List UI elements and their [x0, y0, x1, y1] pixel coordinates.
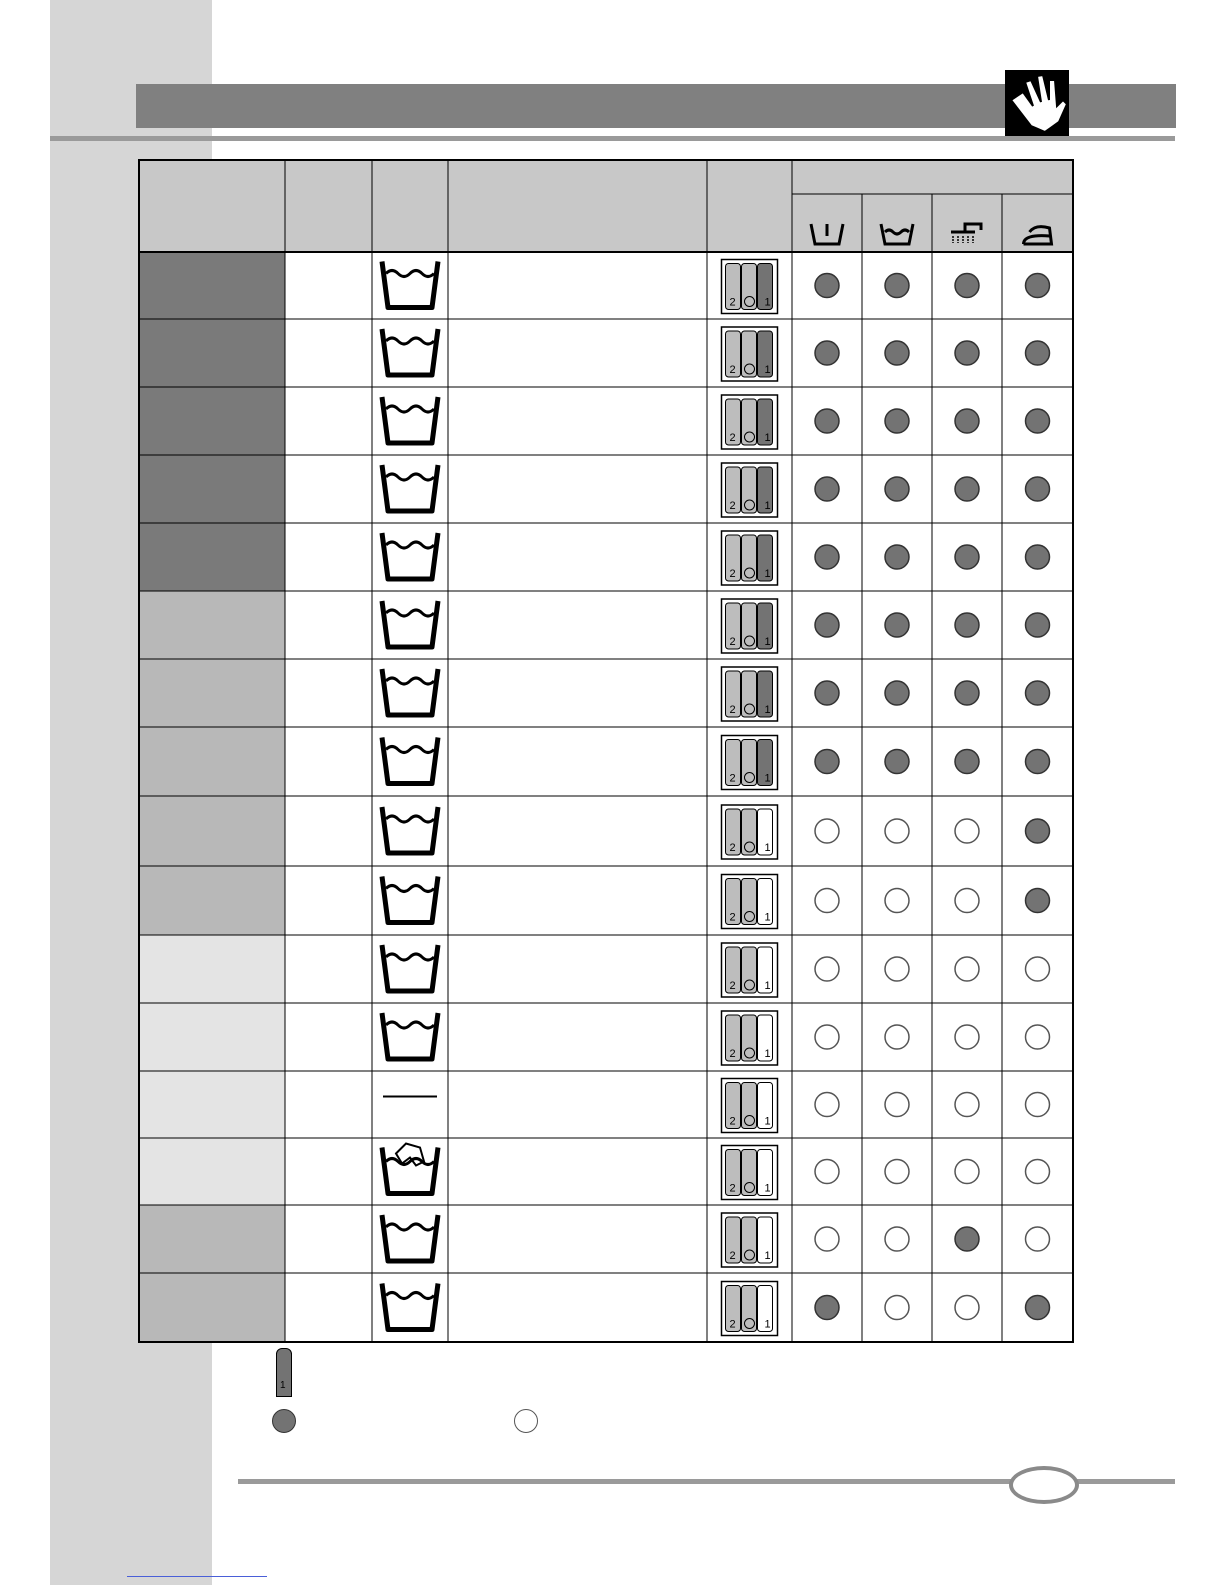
filled-circle-icon: [955, 477, 979, 501]
water-wave-icon: [386, 474, 434, 480]
dispenser-label-2: 2: [729, 911, 736, 924]
empty-circle-icon: [955, 1093, 979, 1117]
empty-circle-icon: [815, 1227, 839, 1251]
water-wave-icon: [386, 1224, 434, 1230]
dispenser-label-2: 2: [729, 980, 736, 992]
wash-tub-icon: [382, 533, 438, 579]
water-wave-icon: [386, 1293, 434, 1299]
empty-circle-icon: [885, 1227, 909, 1251]
filled-circle-icon: [885, 545, 909, 569]
dispenser-label-1: 1: [764, 842, 771, 854]
filled-circle-icon: [272, 1409, 296, 1433]
dispenser-label-1: 1: [764, 636, 771, 648]
program-name-cell: [139, 591, 285, 659]
program-name-cell: [139, 1273, 285, 1342]
dispenser-label-2: 2: [729, 1115, 736, 1128]
filled-circle-icon: [955, 681, 979, 705]
wash-tub-icon: [382, 329, 438, 375]
empty-circle-icon: [955, 819, 979, 843]
empty-circle-icon: [955, 1160, 979, 1184]
filled-circle-icon: [1026, 750, 1050, 774]
dispenser-label-1: 1: [764, 772, 771, 785]
empty-circle-icon: [885, 889, 909, 913]
water-wave-icon: [386, 886, 434, 892]
filled-circle-icon: [955, 750, 979, 774]
empty-circle-icon: [1026, 1160, 1050, 1184]
wash-tub-icon: [382, 262, 438, 308]
dispenser-label-2: 2: [729, 500, 736, 512]
wash-tub-icon: [382, 1215, 438, 1261]
water-wave-icon: [386, 678, 434, 684]
program-name-cell: [139, 796, 285, 866]
program-name-cell: [139, 866, 285, 935]
filled-circle-icon: [955, 274, 979, 298]
filled-circle-icon: [1026, 681, 1050, 705]
dispenser-label-2: 2: [729, 842, 736, 854]
program-name-cell: [139, 319, 285, 387]
dispenser-label-2: 2: [729, 364, 736, 376]
wash-tub-icon: [382, 738, 438, 784]
filled-circle-icon: [815, 477, 839, 501]
program-name-cell: [139, 1205, 285, 1273]
filled-circle-icon: [955, 1227, 979, 1251]
water-wave-icon: [386, 338, 434, 344]
empty-circle-icon: [815, 819, 839, 843]
empty-circle-icon: [885, 1160, 909, 1184]
dispenser-label-2: 2: [729, 1182, 736, 1195]
filled-circle-icon: [1026, 341, 1050, 365]
filled-circle-icon: [1026, 274, 1050, 298]
filled-circle-icon: [955, 545, 979, 569]
page-number-oval: [1009, 1466, 1079, 1504]
filled-circle-icon: [885, 409, 909, 433]
empty-circle-icon: [1026, 1093, 1050, 1117]
filled-circle-icon: [815, 341, 839, 365]
dispenser-label-2: 2: [729, 636, 736, 648]
empty-circle-icon: [955, 957, 979, 981]
program-name-cell: [139, 523, 285, 591]
filled-circle-icon: [1026, 1296, 1050, 1320]
dispenser-label-2: 2: [729, 1048, 736, 1060]
program-name-cell: [139, 455, 285, 523]
program-name-cell: [139, 387, 285, 455]
filled-circle-icon: [815, 1296, 839, 1320]
filled-circle-icon: [1026, 613, 1050, 637]
filled-circle-icon: [885, 681, 909, 705]
filled-circle-icon: [1026, 409, 1050, 433]
water-wave-icon: [386, 542, 434, 548]
filled-circle-icon: [815, 545, 839, 569]
empty-circle-icon: [955, 889, 979, 913]
water-wave-icon: [386, 1159, 434, 1165]
wash-tub-icon: [382, 397, 438, 443]
filled-circle-icon: [1026, 545, 1050, 569]
dispenser-label-1: 1: [764, 1048, 771, 1060]
dispenser-label-1: 1: [764, 980, 771, 992]
empty-circle-icon: [815, 957, 839, 981]
program-name-cell: [139, 935, 285, 1003]
legend-compartment-number: 1: [280, 1380, 286, 1391]
water-wave-icon: [386, 954, 434, 960]
program-name-cell: [139, 727, 285, 796]
filled-circle-icon: [955, 409, 979, 433]
dispenser-label-2: 2: [729, 432, 736, 444]
empty-circle-icon: [885, 1296, 909, 1320]
filled-circle-icon: [815, 750, 839, 774]
water-wave-icon: [386, 610, 434, 616]
filled-circle-icon: [1026, 477, 1050, 501]
empty-circle-icon: [815, 889, 839, 913]
empty-circle-icon: [885, 819, 909, 843]
dispenser-label-1: 1: [764, 296, 771, 309]
filled-circle-icon: [1026, 889, 1050, 913]
empty-circle-icon: [885, 957, 909, 981]
program-name-cell: [139, 1071, 285, 1138]
wash-tub-icon: [382, 669, 438, 715]
empty-circle-icon: [815, 1093, 839, 1117]
water-wave-icon: [386, 816, 434, 822]
table-header: [139, 160, 1073, 252]
filled-circle-icon: [1026, 819, 1050, 843]
wash-tub-icon: [382, 877, 438, 923]
empty-circle-icon: [815, 1160, 839, 1184]
empty-circle-icon: [1026, 957, 1050, 981]
empty-circle-icon: [1026, 1227, 1050, 1251]
dispenser-label-1: 1: [764, 911, 771, 924]
water-wave-icon: [386, 1022, 434, 1028]
water-wave-icon: [386, 747, 434, 753]
filled-circle-icon: [815, 274, 839, 298]
dispenser-label-1: 1: [764, 1115, 771, 1128]
wash-tub-icon: [382, 1013, 438, 1059]
filled-circle-icon: [955, 341, 979, 365]
empty-circle-icon: [514, 1409, 538, 1433]
dispenser-label-2: 2: [729, 568, 736, 580]
program-name-cell: [139, 659, 285, 727]
dispenser-label-1: 1: [764, 432, 771, 444]
empty-circle-icon: [885, 1093, 909, 1117]
dispenser-label-1: 1: [764, 500, 771, 512]
filled-circle-icon: [885, 613, 909, 637]
wash-tub-icon: [382, 601, 438, 647]
empty-circle-icon: [955, 1296, 979, 1320]
dispenser-label-1: 1: [764, 1318, 771, 1331]
filled-circle-icon: [885, 274, 909, 298]
dispenser-label-2: 2: [729, 1318, 736, 1331]
dispenser-label-2: 2: [729, 772, 736, 785]
empty-circle-icon: [1026, 1025, 1050, 1049]
bottom-link-underline: [127, 1576, 267, 1577]
empty-circle-icon: [955, 1025, 979, 1049]
dispenser-label-2: 2: [729, 704, 736, 716]
filled-circle-icon: [955, 613, 979, 637]
wash-tub-icon: [382, 945, 438, 991]
filled-circle-icon: [885, 750, 909, 774]
dispenser-label-1: 1: [764, 364, 771, 376]
empty-circle-icon: [885, 1025, 909, 1049]
dispenser-label-1: 1: [764, 1250, 771, 1262]
filled-circle-icon: [815, 409, 839, 433]
dispenser-label-2: 2: [729, 296, 736, 309]
wash-tub-icon: [382, 465, 438, 511]
wash-tub-icon: [382, 807, 438, 853]
empty-circle-icon: [815, 1025, 839, 1049]
program-name-cell: [139, 252, 285, 319]
program-name-cell: [139, 1003, 285, 1071]
wash-tub-icon: [382, 1284, 438, 1330]
water-wave-icon: [386, 271, 434, 277]
program-name-cell: [139, 1138, 285, 1205]
dispenser-label-1: 1: [764, 704, 771, 716]
filled-circle-icon: [885, 341, 909, 365]
filled-circle-icon: [815, 681, 839, 705]
filled-circle-icon: [815, 613, 839, 637]
dispenser-label-1: 1: [764, 1182, 771, 1195]
filled-circle-icon: [885, 477, 909, 501]
dispenser-label-2: 2: [729, 1250, 736, 1262]
water-wave-icon: [386, 406, 434, 412]
dispenser-label-1: 1: [764, 568, 771, 580]
